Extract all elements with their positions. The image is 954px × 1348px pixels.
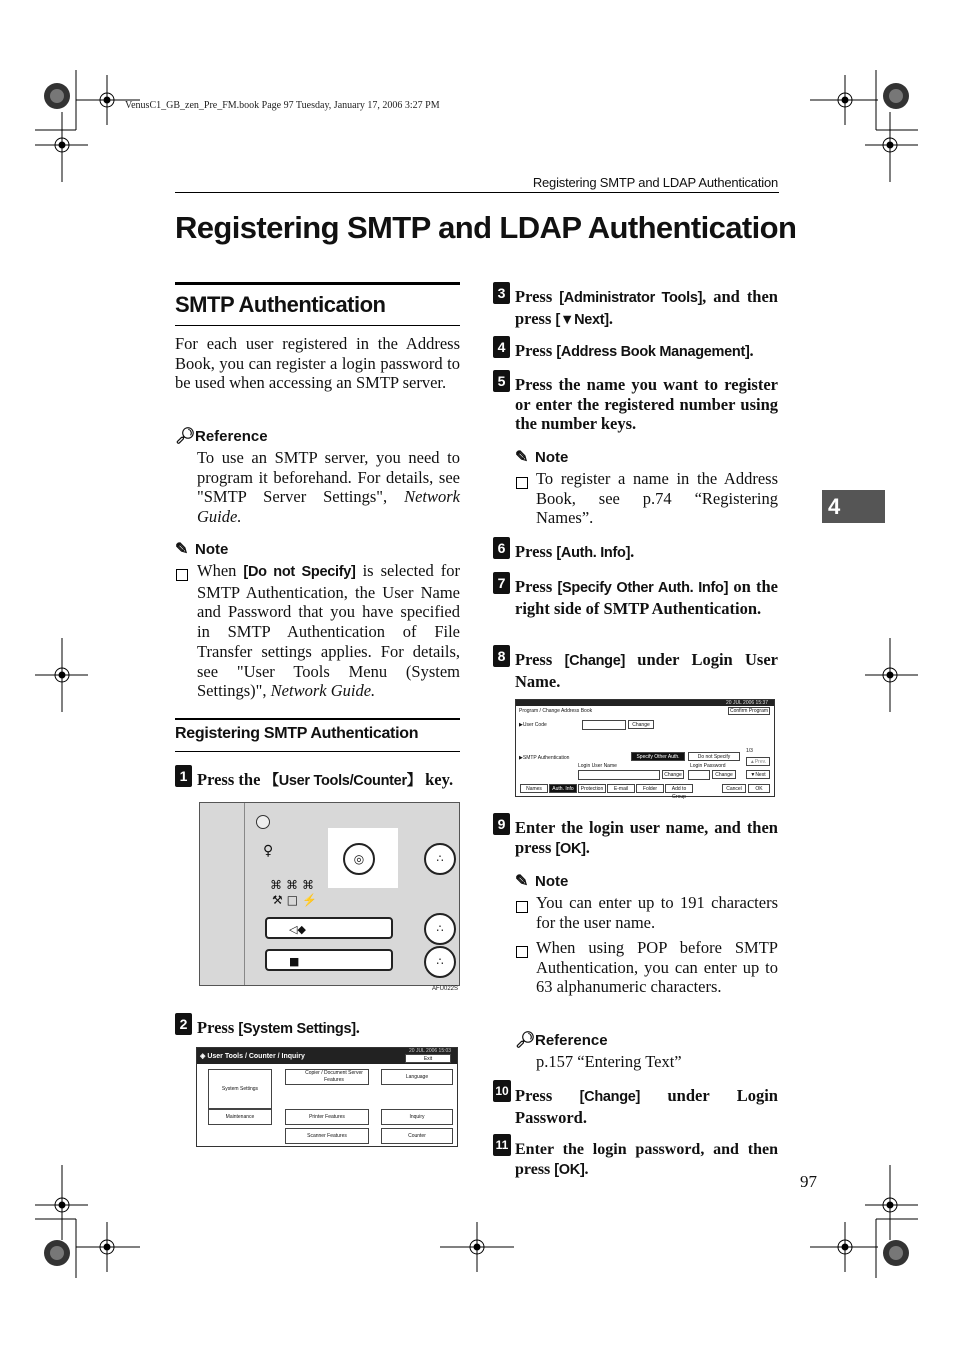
step-number: 9 (493, 813, 510, 835)
cancel-button[interactable]: Cancel (722, 784, 746, 793)
step-9-note-item-2: When using POP before SMTP Authentication, you can enter up to 63 alphanumeric characters. (536, 938, 778, 997)
scanner-features-button[interactable]: Scanner Features (285, 1128, 369, 1144)
tab-auth-info[interactable]: Auth. Info (549, 784, 577, 793)
header-rule (175, 192, 779, 193)
step-9-text: Enter the login user name, and then press [OK]. (515, 818, 778, 857)
subsection-rule-top (175, 718, 460, 720)
note-checkbox-icon (516, 898, 528, 917)
tab-add-to-group[interactable]: Add to Group (665, 784, 693, 793)
screen-header-title: User Tools / Counter / Inquiry (207, 1053, 305, 1060)
smtp-auth-label: ▶SMTP Authentication (519, 755, 570, 761)
login-password-label: Login Password (690, 763, 726, 769)
next-button[interactable]: ▼Next (746, 770, 770, 779)
user-tools-icon: ◈ (200, 1053, 206, 1060)
step-6-text: Press [Auth. Info]. (515, 542, 635, 561)
note-checkbox-icon (516, 943, 528, 962)
page-indicator: 1/3 (746, 748, 753, 754)
reference-label: 🔎︎Reference (175, 428, 268, 445)
inquiry-button[interactable]: Inquiry (381, 1109, 453, 1125)
login-user-name-field[interactable] (578, 770, 660, 780)
panel-status-icons: ⌘⌘⌘ (270, 878, 318, 892)
reference-icon: 🔎︎ (175, 428, 196, 445)
prev-button[interactable]: ▲Prev. (746, 757, 770, 766)
section-rule-top (175, 282, 460, 285)
step-number: 6 (493, 537, 510, 559)
function-key-1[interactable]: ◁◆ (265, 917, 393, 939)
user-tools-screen (196, 1047, 458, 1147)
note-label: ✎ Note (515, 449, 569, 466)
reference-text: To use an SMTP server, you need to program it beforehand. For details, see "SMTP Server Settings", Network Guide. (197, 448, 460, 527)
subsection-rule-bottom (175, 751, 460, 752)
reference-label: 🔎︎Reference (515, 1032, 608, 1049)
step-number: 11 (493, 1134, 511, 1156)
function-key-2[interactable]: ■ (265, 949, 393, 971)
pencil-icon: ✎ (515, 449, 529, 466)
system-settings-button[interactable]: System Settings (208, 1069, 272, 1109)
step-number: 8 (493, 645, 510, 667)
user-code-change-button[interactable]: Change (628, 720, 654, 729)
round-key-icon-3[interactable]: ∴ (424, 946, 456, 978)
tab-folder[interactable]: Folder (636, 784, 664, 793)
tab-names[interactable]: Names (520, 784, 548, 793)
figure-code: AFU022S (432, 986, 459, 992)
panel-status-icons-2: ⚒□⚡ (272, 893, 322, 907)
chapter-tab: 4 (822, 490, 885, 523)
control-panel-figure (199, 802, 460, 986)
round-key-icon[interactable]: ∴ (424, 843, 456, 875)
section-heading: SMTP Authentication (175, 292, 386, 317)
specify-other-auth-button[interactable]: Specify Other Auth. Info (631, 752, 685, 761)
step-5-text: Press the name you want to register or enter the registered number using the number keys. (515, 375, 778, 434)
tab-protection[interactable]: Protection (578, 784, 606, 793)
exit-button[interactable]: Exit (405, 1054, 451, 1063)
printer-features-button[interactable]: Printer Features (285, 1109, 369, 1125)
auth-screen-breadcrumb: Program / Change Address Book (519, 708, 593, 714)
section-rule-bottom (175, 325, 460, 326)
section-intro: For each user registered in the Address Book, you can register a login password to be used when accessing an SMTP server. (175, 334, 460, 393)
step-number: 5 (493, 370, 510, 392)
step-number: 3 (493, 282, 510, 304)
key-icon: ♀ (263, 843, 274, 859)
page-title: Registering SMTP and LDAP Authentication (175, 210, 797, 245)
page-number: 97 (800, 1172, 817, 1191)
do-not-specify-button[interactable]: Do not Specify (688, 752, 740, 761)
step-5-note-item: To register a name in the Address Book, see p.74 “Registering Names”. (536, 469, 778, 528)
step-1-text: Press the 【User Tools/Counter】 key. (197, 770, 454, 789)
step-number: 10 (493, 1080, 511, 1102)
pencil-icon: ✎ (515, 873, 529, 890)
login-user-name-label: Login User Name (578, 763, 617, 769)
file-info-line: VenusC1_GB_zen_Pre_FM.book Page 97 Tuesday, January 17, 2006 3:27 PM (125, 100, 440, 111)
round-key-icon-2[interactable]: ∴ (424, 913, 456, 945)
indicator-lamp (256, 815, 270, 829)
note-item: When [Do not Specify] is selected for SMTP Authentication, the User Name and Password that you have specified in SMTP Authentication of File Transfer settings applies. For details, see "User Tools Menu (System Settings)", Network Guide. (197, 561, 460, 701)
screen-date: 20 JUL 2006 15:03 (409, 1048, 452, 1054)
step-number: 2 (175, 1013, 192, 1035)
reference-icon: 🔎︎ (515, 1032, 536, 1049)
step-number: 1 (175, 765, 192, 787)
login-password-field[interactable] (688, 770, 710, 780)
maintenance-button[interactable]: Maintenance (208, 1109, 272, 1125)
subsection-heading: Registering SMTP Authentication (175, 725, 419, 742)
login-password-change-button[interactable]: Change (712, 770, 736, 779)
note-checkbox-icon (176, 566, 188, 585)
step-4-text: Press [Address Book Management]. (515, 341, 754, 360)
step-9-note-item-1: You can enter up to 191 characters for the user name. (536, 893, 778, 932)
user-code-field[interactable] (582, 720, 626, 730)
copier-document-server-button[interactable]: Copier / Document Server Features (285, 1069, 369, 1085)
step-8-text: Press [Change] under Login User Name. (515, 650, 778, 691)
step-10-text: Press [Change] under Login Password. (515, 1086, 778, 1127)
user-code-label: ▶User Code (519, 722, 547, 728)
step-2-text: Press [System Settings]. (197, 1018, 360, 1037)
step-number: 7 (493, 572, 510, 594)
auth-screen-date: 20 JUL 2006 15:37 (726, 700, 769, 706)
running-header: Registering SMTP and LDAP Authentication (532, 175, 778, 190)
confirm-program-button[interactable]: Confirm Program (729, 708, 769, 714)
note-checkbox-icon (516, 474, 528, 493)
login-user-change-button[interactable]: Change (662, 770, 684, 779)
pencil-icon: ✎ (175, 541, 189, 558)
note-label: ✎ Note (515, 873, 569, 890)
step-9-reference-text: p.157 “Entering Text” (536, 1052, 682, 1071)
note-label: ✎ Note (175, 541, 229, 558)
ok-button[interactable]: OK (748, 784, 770, 793)
step-number: 4 (493, 336, 510, 358)
step-11-text: Enter the login password, and then press [OK]. (515, 1141, 778, 1178)
tab-email[interactable]: E-mail (607, 784, 635, 793)
counter-button[interactable]: Counter (381, 1128, 453, 1144)
language-button[interactable]: Language (381, 1069, 453, 1085)
panel-left-strip (200, 803, 245, 985)
step-7-text: Press [Specify Other Auth. Info] on the right side of SMTP Authentication. (515, 577, 778, 618)
step-3-text: Press [Administrator Tools], and then press [▼Next]. (515, 287, 778, 328)
auth-info-screen (515, 699, 775, 800)
user-tools-counter-key[interactable]: ◎ (343, 843, 375, 875)
